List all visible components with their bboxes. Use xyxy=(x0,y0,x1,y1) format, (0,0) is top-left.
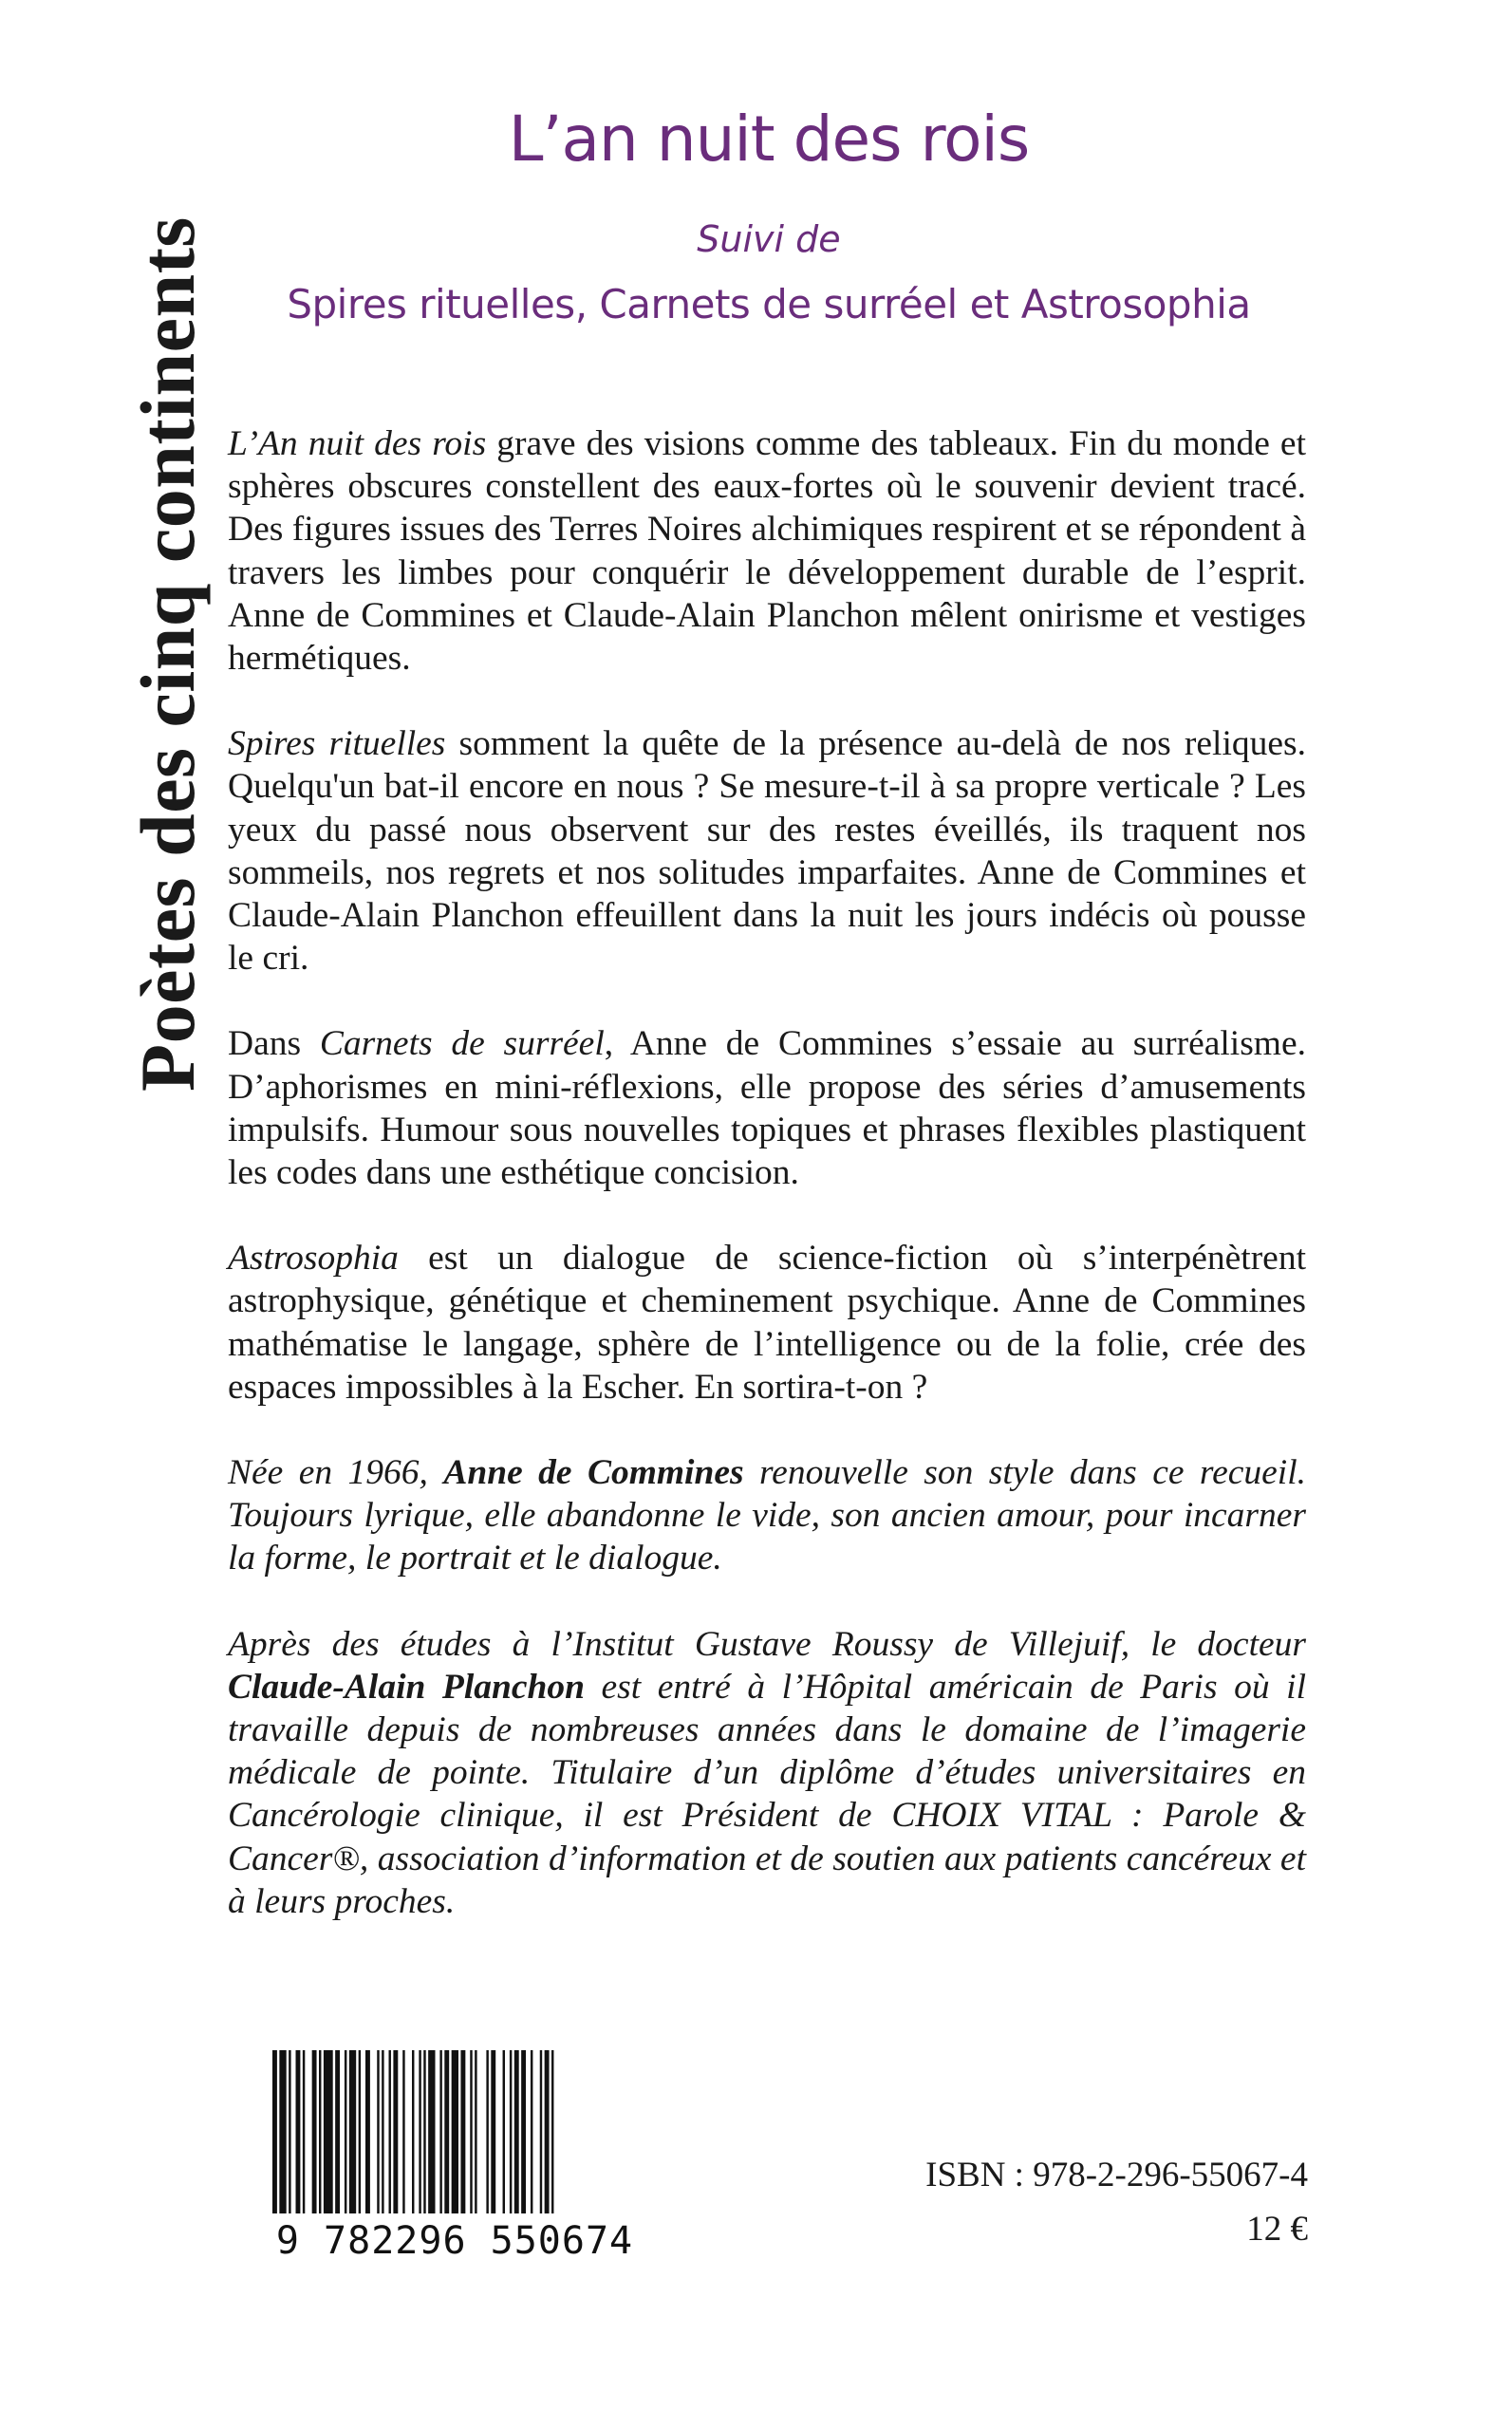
series-name: Poètes des cinq continents xyxy=(124,216,211,1092)
series-title-vertical xyxy=(0,0,211,1120)
paragraph-carnets xyxy=(228,1022,1306,1194)
paragraph-text: , Anne de Commines s’essaie au surréalisme. D’aphorismes en mini-réflexions, elle propose des séries d’amusements impulsifs. Humour sous nouvelles topiques et phrases flexibles plastiquent les codes dans une esthétique concision. xyxy=(228,1024,1306,1193)
barcode-bar xyxy=(402,2050,404,2213)
barcode-bar xyxy=(521,2050,526,2213)
barcode-bar xyxy=(444,2050,449,2213)
barcode-bar xyxy=(312,2050,317,2213)
barcode-bar xyxy=(289,2050,290,2213)
barcode-bar xyxy=(491,2050,495,2213)
barcode-bar xyxy=(510,2050,512,2213)
barcode-bar xyxy=(439,2050,441,2213)
barcode-bar xyxy=(428,2050,435,2213)
barcode-bar xyxy=(540,2050,542,2213)
italic-title: Astrosophia xyxy=(228,1239,399,1279)
barcode-bar xyxy=(393,2050,398,2213)
paragraph-bio-anne xyxy=(228,1451,1306,1580)
suivi-de-label: Suivi de xyxy=(697,218,841,260)
book-title: L’an nuit des rois xyxy=(508,103,1030,176)
paragraph-an-nuit xyxy=(228,422,1306,680)
barcode-bar xyxy=(335,2050,340,2213)
barcode-digits: 9 782296 550674 xyxy=(275,2219,634,2261)
barcode-bar xyxy=(475,2050,476,2213)
paragraph-lead: Dans xyxy=(228,1024,320,1064)
barcode-bar xyxy=(545,2050,550,2213)
italic-title: Spires rituelles xyxy=(228,724,446,764)
paragraph-text: est entré à l’Hôpital américain de Paris où il travaille depuis de nombreuses années dans le domaine de l’imagerie médicale de pointe. Titulaire d’un diplôme d’études universitaires en Cancérologie clinique, il est Président de CHOIX VITAL : Parole & Cancer®, association d’information et de soutien aux patients cancéreux et à leurs proches. xyxy=(228,1667,1306,1921)
barcode-bar xyxy=(303,2050,305,2213)
barcode-bar xyxy=(365,2050,370,2213)
back-cover-text xyxy=(228,422,1306,1966)
barcode-bar xyxy=(359,2050,361,2213)
price: 12 € xyxy=(1246,2210,1308,2249)
barcode-bar xyxy=(551,2050,553,2213)
paragraph-text: somment la quête de la présence au-delà de nos reliques. Quelqu'un bat-il encore en nous ? Se mesure-t-il à sa propre verticale ? Les yeux du passé nous observent sur des restes éveillés, ils traquent nos sommeils, nos regrets et nos solitudes imparfaites. Anne de Commines et Claude-Alain Planchon effeuillent dans la nuit les jours indécis où pousse le cri. xyxy=(228,724,1306,979)
barcode-bar xyxy=(452,2050,458,2213)
paragraph-lead: Après des études à l’Institut Gustave Roussy de Villejuif, le docteur xyxy=(228,1624,1306,1664)
barcode-bar xyxy=(279,2050,286,2213)
paragraph-text: est un dialogue de science-fiction où s’interpénètrent astrophysique, génétique et cheminement psychique. Anne de Commines mathématise le langage, sphère de l’intelligence ou de la folie, crée des espaces impossibles à la Escher. En sortira-t-on ? xyxy=(228,1239,1306,1407)
barcode-bar xyxy=(345,2050,346,2213)
barcode-bar xyxy=(503,2050,505,2213)
barcode-bar xyxy=(486,2050,488,2213)
barcode-bar xyxy=(319,2050,321,2213)
barcode-bar xyxy=(514,2050,519,2213)
author-name: Anne de Commines xyxy=(443,1453,744,1493)
barcode-bar xyxy=(460,2050,465,2213)
isbn: ISBN : 978-2-296-55067-4 xyxy=(925,2156,1308,2194)
paragraph-spires xyxy=(228,722,1306,980)
barcode xyxy=(269,2046,641,2261)
barcode-bar xyxy=(377,2050,379,2213)
book-subtitle: Spires rituelles, Carnets de surréel et Astrosophia xyxy=(287,281,1251,327)
barcode-bar xyxy=(531,2050,532,2213)
barcode-bar xyxy=(412,2050,414,2213)
barcode-bar xyxy=(419,2050,420,2213)
barcode-bar xyxy=(382,2050,383,2213)
italic-title: L’An nuit des rois xyxy=(228,424,487,463)
paragraph-astrosophia xyxy=(228,1237,1306,1409)
paragraph-bio-claude xyxy=(228,1623,1306,1923)
paragraph-text: renouvelle son style dans ce recueil. Toujours lyrique, elle abandonne le vide, son ancien amour, pour incarner la forme, le portrait et le dialogue. xyxy=(228,1453,1306,1578)
barcode-bar xyxy=(423,2050,425,2213)
italic-title: Carnets de surréel xyxy=(319,1024,605,1064)
paragraph-lead: Née en 1966, xyxy=(228,1453,444,1493)
paragraph-text: grave des visions comme des tableaux. Fin du monde et sphères obscures constellent des eaux-fortes où le souvenir devient tracé. Des figures issues des Terres Noires alchimiques respirent et se répondent à travers les limbes pour conquérir le développement durable de l’esprit. Anne de Commines et Claude-Alain Planchon mêlent onirisme et vestiges hermétiques. xyxy=(228,424,1306,679)
barcode-bars xyxy=(272,2050,553,2213)
barcode-bar xyxy=(389,2050,391,2213)
barcode-bar xyxy=(470,2050,472,2213)
barcode-bar xyxy=(272,2050,277,2213)
barcode-bar xyxy=(296,2050,301,2213)
barcode-bar xyxy=(349,2050,356,2213)
author-name: Claude-Alain Planchon xyxy=(228,1667,585,1707)
barcode-bar xyxy=(324,2050,333,2213)
